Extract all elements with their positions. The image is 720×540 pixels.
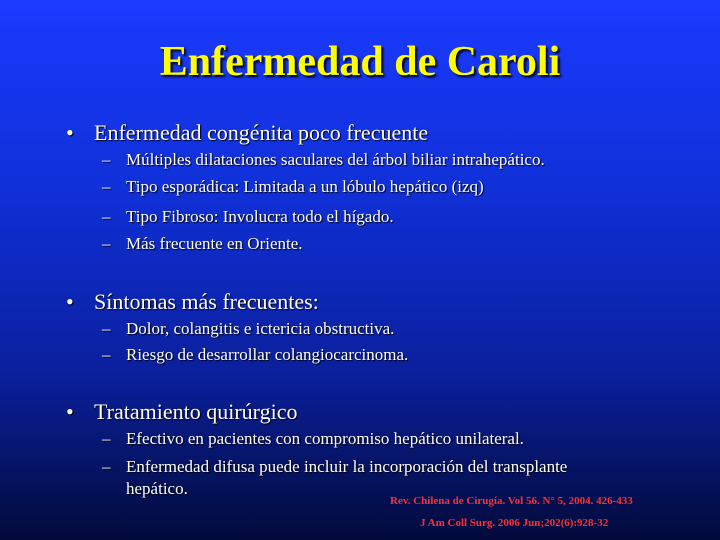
list-item: Múltiples dilataciones saculares del árbol biliar intrahepático. [126, 150, 545, 169]
list-item-continuation: hepático. [126, 479, 188, 498]
bullet-icon: • [66, 399, 74, 424]
bullet-icon: • [66, 289, 74, 314]
list-item: Más frecuente en Oriente. [126, 234, 303, 253]
slide-title: Enfermedad de Caroli [159, 39, 561, 85]
section-heading-tratamiento: Tratamiento quirúrgico [94, 399, 298, 424]
reference-citation: J Am Coll Surg. 2006 Jun;202(6):928-32 [420, 517, 609, 529]
section-heading-congenita: Enfermedad congénita poco frecuente [94, 120, 429, 145]
reference-citation: Rev. Chilena de Cirugía. Vol 56. N° 5, 2004. 426-433 [390, 495, 633, 507]
dash-icon: – [102, 177, 111, 196]
dash-icon: – [102, 345, 111, 364]
list-item: Enfermedad difusa puede incluir la incorporación del transplante [126, 457, 568, 476]
dash-icon: – [102, 457, 111, 476]
dash-icon: – [102, 319, 111, 338]
list-item: Efectivo en pacientes con compromiso hepático unilateral. [126, 429, 524, 448]
bullet-icon: • [66, 120, 74, 145]
list-item: Dolor, colangitis e ictericia obstructiva. [126, 319, 395, 338]
dash-icon: – [102, 429, 111, 448]
list-item: Riesgo de desarrollar colangiocarcinoma. [126, 345, 409, 364]
list-item: Tipo Fibroso: Involucra todo el hígado. [126, 207, 394, 226]
list-item: Tipo esporádica: Limitada a un lóbulo hepático (izq) [126, 177, 484, 196]
dash-icon: – [102, 207, 111, 226]
dash-icon: – [102, 234, 111, 253]
dash-icon: – [102, 150, 111, 169]
section-heading-sintomas: Síntomas más frecuentes: [94, 289, 319, 314]
